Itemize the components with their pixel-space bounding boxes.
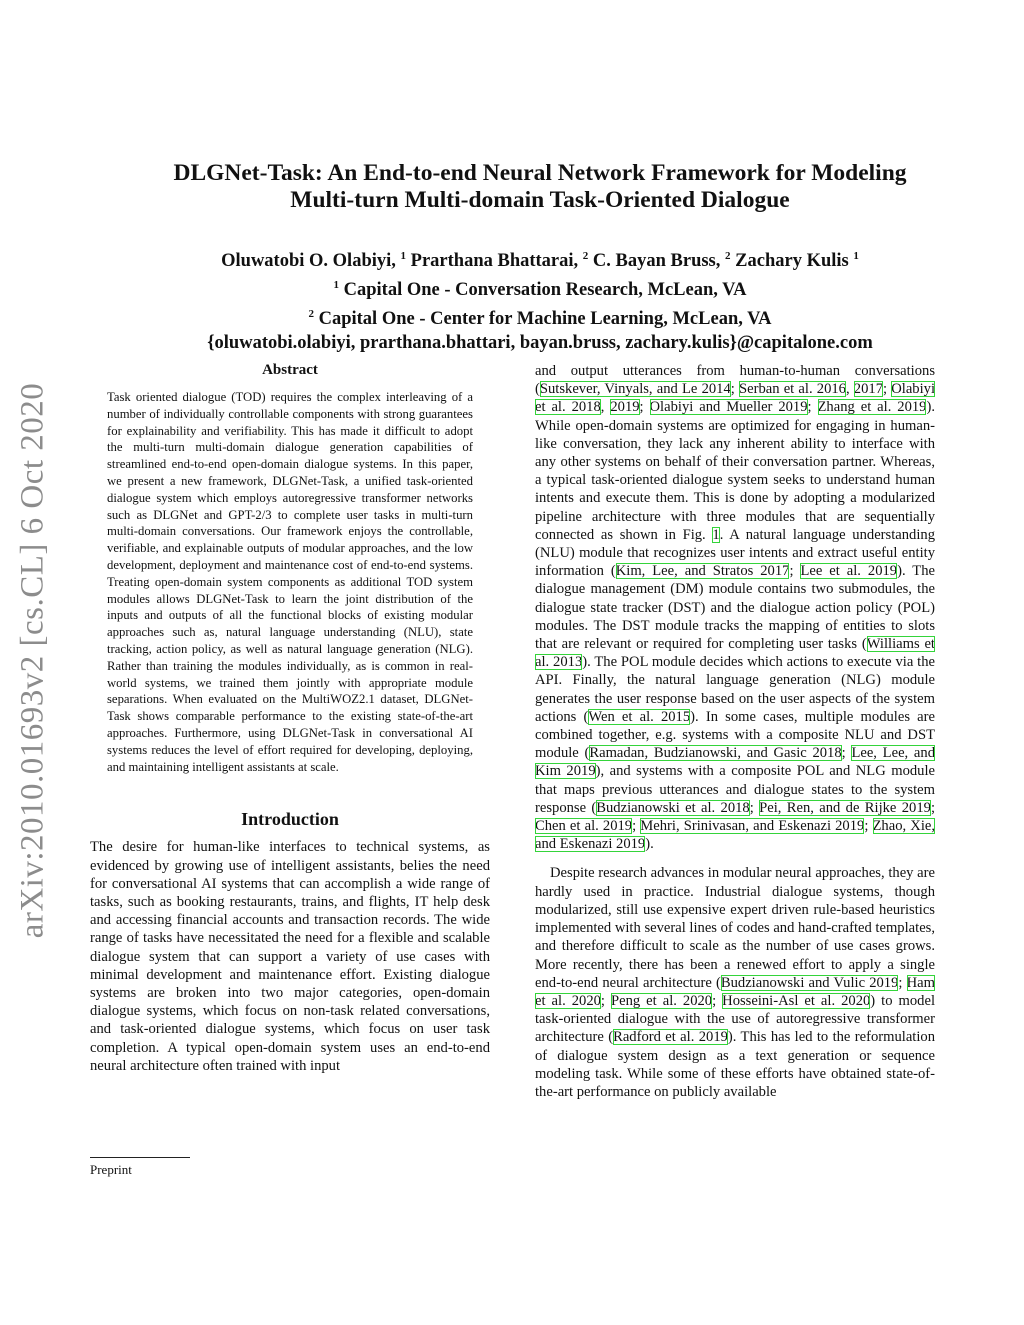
author-name: Prarthana Bhattarai, (410, 251, 579, 272)
text-run: ; (882, 381, 892, 398)
citation-link[interactable]: Kim, Lee, and Stratos 2017 (615, 563, 790, 580)
author-name: Oluwatobi O. Olabiyi, (221, 251, 396, 272)
paper-title (110, 160, 970, 214)
author-list (110, 244, 970, 273)
citation-link[interactable]: Zhang et al. 2019 (817, 399, 927, 416)
text-run: Despite research advances in modular neural approaches, they are hardly used in practice. Industrial dialogue systems, though modularized, still use expensive expert driven rule-based heuristics implemented with several lines of codes and hand-crafted templates, and therefore difficult to scale as the number of use cases grows. More recently, there has been a renewed effort to apply a single end-to-end neural architecture ( (535, 865, 935, 991)
text-run: ). This has led to the reformulation of dialogue system design as a text generation or sequence modeling task. While some of these efforts have obtained state-of-the-art performance on publicly available (535, 1029, 936, 1100)
author-affiliation-mark: 1 (400, 250, 407, 262)
body-paragraph-continued (535, 362, 935, 853)
right-column (535, 362, 935, 1101)
text-run: , (845, 381, 854, 398)
affiliation-text: Capital One - Center for Machine Learning, McLean, VA (318, 309, 772, 330)
citation-link[interactable]: Olabiyi and Mueller 2019 (649, 399, 808, 416)
text-run: ; (712, 992, 723, 1009)
author-affiliation-mark: 2 (725, 250, 731, 262)
title-line-1: DLGNet-Task: An End-to-end Neural Network Framework for Modeling (173, 160, 907, 186)
citation-link[interactable]: Ham et al. 2020 (535, 974, 935, 1009)
citation-link[interactable]: Lee, Lee, and Kim 2019 (535, 745, 935, 780)
title-line-2: Multi-turn Multi-domain Task-Oriented Dialogue (290, 187, 790, 213)
arxiv-identifier-text: arXiv:2010.01693v2 [cs.CL] 6 Oct 2020 (14, 382, 51, 938)
arxiv-identifier-stamp (12, 365, 54, 955)
body-paragraph (535, 864, 935, 1101)
citation-link[interactable]: Hosseini-Asl et al. 2020 (722, 992, 871, 1009)
text-run: , (600, 399, 611, 416)
text-run: ; (730, 381, 739, 398)
footnote: Preprint (90, 1162, 132, 1177)
citation-link[interactable]: Mehri, Srinivasan, and Eskenazi 2019 (640, 818, 865, 835)
author-emails: {oluwatobi.olabiyi, prarthana.bhattari, bayan.bruss, zachary.kulis}@capitalone.com (207, 333, 873, 354)
affiliation-number: 2 (308, 308, 314, 321)
left-column (90, 362, 490, 1075)
text-run: ; (898, 974, 907, 991)
citation-link[interactable]: Lee et al. 2019 (800, 563, 898, 580)
introduction-heading: Introduction (241, 809, 339, 830)
abstract-text: Task oriented dialogue (TOD) requires the complex interleaving of a number of individually controllable components with strong guarantees for explainability and verifiability. This has made it difficult to adopt the multi-turn multi-domain dialogue generation capabilities of streamlined end-to-end open-domain dialogue systems. In this paper, we present a new framework, DLGNet-Task, a unified task-oriented dialogue system which employs autoregressive transformer networks such as DLGNet and GPT-2/3 to complete user tasks in multi-turn multi-domain conversations. Our framework enjoys the controllable, verifiable, and explainable outputs of modular approaches, and the low development, deployment and maintenance cost of end-to-end systems. Treating open-domain system components as additional TOD system modules allows DLGNet-Task to learn the joint distribution of the inputs and outputs of all the functional blocks of existing modular approaches such as, natural language understanding (NLU), state tracking, action policy, as well as natural language generation (NLG). Rather than training the modules individually, as is common in real-world systems, we trained them jointly with appropriate module separations. When evaluated on the MultiWOZ2.1 dataset, DLGNet-Task shows comparable performance to the existing state-of-the-art approaches. Furthermore, using DLGNet-Task in conversational AI systems reduces the level of effort required for developing, deploying, and maintaining intelligent assistants at scale. (107, 390, 473, 774)
citation-link[interactable]: Chen et al. 2019 (535, 818, 633, 835)
text-run: ; (930, 799, 936, 816)
text-run: ). While open-domain systems are optimized for engaging in human-like conversation, they lack any inherent ability to interface with any other systems on behalf of their conversation partner. Whereas, a typical task-oriented dialogue system seeks to understand human intents and execute them. This is done by adopting a modularized pipeline architecture with three modules that are sequentially connected as shown in Fig. (535, 399, 935, 543)
citation-link[interactable]: Pei, Ren, and de Rijke 2019 (759, 799, 931, 816)
affiliation-line (110, 302, 970, 331)
citation-link[interactable]: Budzianowski et al. 2018 (596, 799, 750, 816)
affiliation-text: Capital One - Conversation Research, McLean, VA (343, 280, 747, 301)
text-run: ; (632, 818, 641, 835)
text-run: ) to model task-oriented dialogue with the use of autoregressive transformer architecture ( (535, 992, 935, 1046)
paper-header (110, 160, 970, 355)
abstract-heading: Abstract (262, 362, 318, 378)
text-run: ), and systems with a composite POL and NLG module that maps previous utterances and dialogue states to the system response ( (535, 763, 936, 816)
text-run: ; (749, 799, 760, 816)
citation-link[interactable]: Zhao, Xie, and Eskenazi 2019 (535, 818, 935, 853)
text-run: and output utterances from human-to-human conversations ( (535, 363, 935, 398)
author-name: Zachary Kulis (735, 251, 849, 272)
author-affiliation-mark: 1 (853, 250, 859, 262)
text-run: ; (841, 745, 852, 762)
citation-link[interactable]: 2017 (853, 381, 883, 398)
text-run: . A natural language understanding (NLU) module that recognizes user intents and extract useful entity information ( (535, 526, 935, 580)
citation-link[interactable]: Radford et al. 2019 (613, 1029, 728, 1046)
text-run: ). The POL module decides which actions to execute via the API. Finally, the natural language generation (NLG) module generates the user response based on the user aspects of the system actions ( (535, 654, 935, 725)
text-run: ; (639, 399, 650, 416)
citation-link[interactable]: Wen et al. 2015 (588, 708, 691, 725)
citation-link[interactable]: 1 (712, 526, 720, 543)
affiliation-line (110, 273, 970, 302)
text-run: ). The dialogue management (DM) module contains two submodules, the dialogue state tracker (DST) and the dialogue action policy (POL) modules. The DST module tracks the mapping of entities to slots that are relevant or required for completing user tasks ( (535, 563, 935, 653)
author-affiliation-mark: 2 (582, 250, 589, 262)
citation-link[interactable]: Ramadan, Budzianowski, and Gasic 2018 (589, 745, 842, 762)
text-run: ; (789, 563, 801, 580)
author-block (110, 244, 970, 355)
introduction-paragraph: The desire for human-like interfaces to technical systems, as evidenced by growing use of intelligent assistants, belies the need for conversational AI systems that can accomplish a wide range of tasks, such as booking restaurants, trains, and flights, IT help desk and accessing financial accounts and transaction records. The wide range of tasks have necessitated the need for a flexible and scalable dialogue system that can support a variety of use cases with minimal development and maintenance effort. Existing dialogue systems are broken into two major categories, open-domain dialogue systems, which focus on non-task related conversations, and task-oriented dialogue systems, which focus on user task completion. A typical open-domain system uses an end-to-end neural architecture often trained with input (90, 839, 490, 1074)
footnote-divider (90, 1157, 190, 1158)
text-run: ; (600, 992, 611, 1009)
citation-link[interactable]: Williams et al. 2013 (535, 636, 935, 671)
citation-link[interactable]: Serban et al. 2016 (739, 381, 846, 398)
text-run: ). (645, 836, 654, 853)
citation-link[interactable]: Peng et al. 2020 (610, 992, 713, 1009)
author-name: C. Bayan Bruss, (592, 251, 721, 272)
text-run: ; (864, 818, 873, 835)
text-run: ). In some cases, multiple modules are combined together, e.g. systems with a composite NLU and DST module ( (535, 708, 935, 762)
citation-link[interactable]: Budzianowski and Vulic 2019 (720, 974, 899, 991)
citation-link[interactable]: 2019 (610, 399, 640, 416)
text-run: ; (807, 399, 818, 416)
citation-link[interactable]: Sutskever, Vinyals, and Le 2014 (539, 381, 731, 398)
affiliation-number: 1 (333, 279, 339, 292)
citation-link[interactable]: Olabiyi et al. 2018 (535, 381, 935, 416)
